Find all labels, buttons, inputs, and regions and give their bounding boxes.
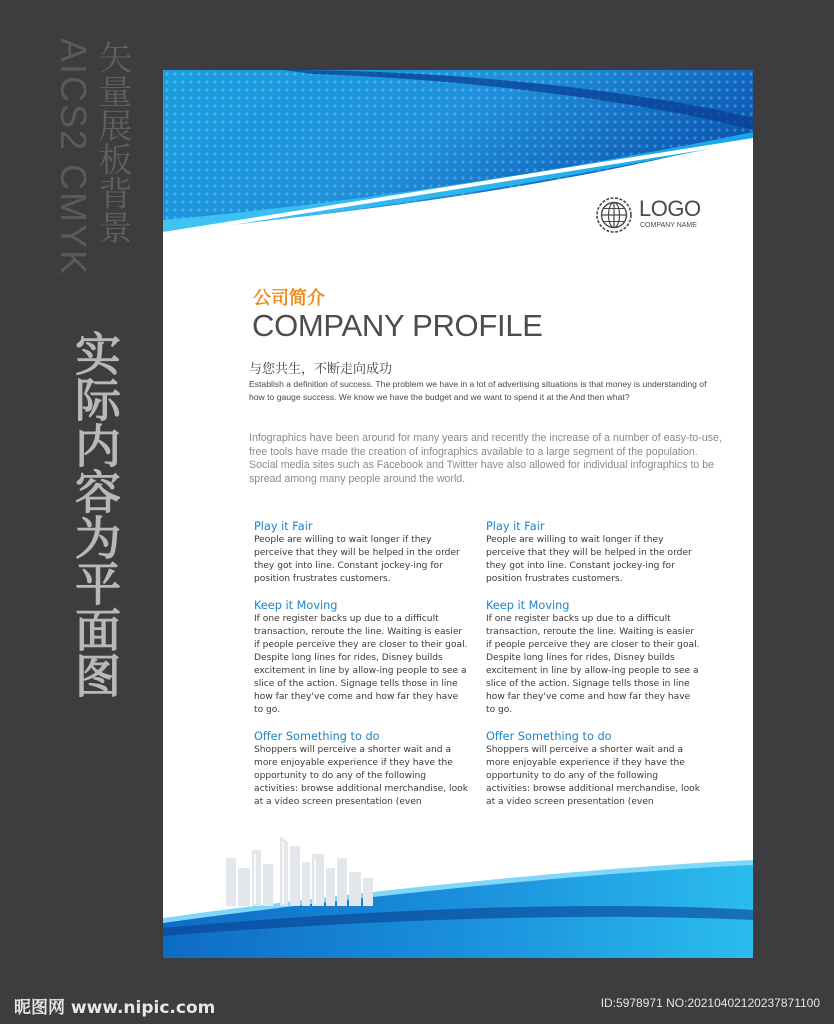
page-title: COMPANY PROFILE — [252, 308, 543, 343]
company-logo — [595, 196, 715, 240]
section-keep-it-moving — [486, 599, 701, 717]
page-title-cn: 公司简介 — [253, 288, 325, 309]
section-heading: Keep it Moving — [254, 599, 338, 612]
section-offer-something — [254, 730, 469, 809]
section-offer-something — [486, 730, 701, 809]
site-watermark: 昵图网 www.nipic.com — [14, 998, 216, 1018]
image-id: ID:5978971 NO:20210402120237871100 — [600, 996, 820, 1010]
poster — [163, 70, 753, 958]
section-heading: Offer Something to do — [254, 730, 380, 743]
section-body: Shoppers will perceive a shorter wait and a more enjoyable experience if they have the opportunity to do any of the following activities: browse additional merchandise, look at a video screen presentation (even — [486, 745, 700, 807]
side-meta — [52, 38, 136, 278]
section-body: People are willing to wait longer if they perceive that they will be helped in the order they got into line. Constant jockey-ing for position frustrates customers. — [486, 535, 692, 584]
logo-text: LOGO — [639, 196, 701, 221]
product-type-label: 矢量展板背景 — [92, 40, 132, 244]
intro-paragraph-secondary: Infographics have been around for many years and recently the increase of a number of easy-to-use, free tools have made the creation of infographics available to a large segment of the population. Social media sites such as Facebook and Twitter have also allowed for individual infographics to be spread among many people around the world. — [249, 432, 722, 485]
section-heading: Play it Fair — [254, 520, 313, 533]
section-keep-it-moving — [254, 599, 469, 717]
side-title: 实际内容为平面图 — [68, 330, 122, 698]
section-body: If one register backs up due to a difficult transaction, reroute the line. Waiting is easier if people perceive they are closer to their goal. Despite long lines for rides, Disney builds excitement in line by allow-ing people to see a slice of the action. Signage tells those in line how far they've come and how far they have to go. — [254, 614, 468, 715]
intro-paragraph: Establish a definition of success. The problem we have in a lot of advertising situations is that money is understanding of how to gauge success. We know we have the budget and we want to spend it at the And then what? — [249, 379, 707, 402]
company-name: COMPANY NAME — [640, 222, 697, 229]
slogan: 与您共生，不断走向成功 — [249, 362, 393, 377]
format-label: AICS2 CMYK — [53, 38, 94, 277]
section-body: If one register backs up due to a difficult transaction, reroute the line. Waiting is easier if people perceive they are closer to their goal. Despite long lines for rides, Disney builds excitement in line by allow-ing people to see a slice of the action. Signage tells those in line how far they've come and how far they have to go. — [486, 614, 700, 715]
section-play-it-fair — [254, 520, 469, 586]
city-skyline-graphic — [218, 828, 378, 908]
section-body: People are willing to wait longer if they perceive that they will be helped in the order they got into line. Constant jockey-ing for position frustrates customers. — [254, 535, 460, 584]
section-play-it-fair — [486, 520, 701, 586]
section-body: Shoppers will perceive a shorter wait and a more enjoyable experience if they have the opportunity to do any of the following activities: browse additional merchandise, look at a video screen presentation (even — [254, 745, 468, 807]
section-heading: Keep it Moving — [486, 599, 570, 612]
section-heading: Play it Fair — [486, 520, 545, 533]
globe-icon — [595, 196, 633, 234]
section-heading: Offer Something to do — [486, 730, 612, 743]
